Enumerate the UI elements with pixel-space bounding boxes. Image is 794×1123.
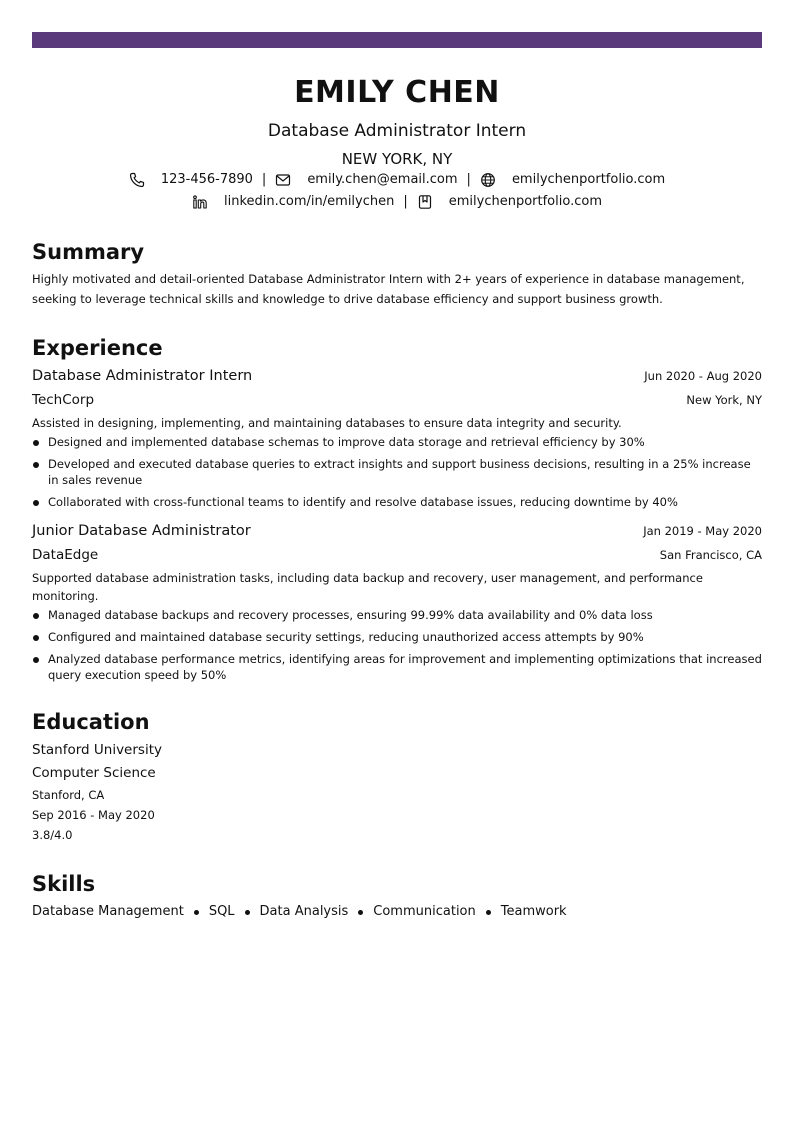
phone-number[interactable]: 123-456-7890 xyxy=(160,172,253,187)
job-location: San Francisco, CA xyxy=(659,548,762,562)
phone-contact xyxy=(129,169,253,191)
candidate-location: NEW YORK, NY xyxy=(341,150,453,168)
resume-page xyxy=(32,32,762,923)
bullet-dot-icon xyxy=(33,635,39,641)
bullet-dot-icon xyxy=(33,657,39,663)
job-bullet xyxy=(32,494,762,510)
skill-item: Data Analysis xyxy=(259,904,349,919)
website-contact xyxy=(480,169,665,191)
email-contact xyxy=(275,169,457,191)
experience-heading: Experience xyxy=(32,336,163,360)
job-bullet xyxy=(32,607,762,623)
job-dates: Jun 2020 - Aug 2020 xyxy=(644,369,762,383)
job-bullet xyxy=(32,651,762,683)
bullet-dot-icon xyxy=(33,613,39,619)
skills-heading: Skills xyxy=(32,872,96,896)
job-company: DataEdge xyxy=(32,547,99,563)
job-title: Junior Database Administrator xyxy=(32,523,251,539)
job-description: Supported database administration tasks, including data backup and recovery, user management, and performance monitoring. xyxy=(32,571,703,603)
summary-section xyxy=(32,239,762,309)
bookmark-icon xyxy=(417,194,433,210)
skill-separator-icon xyxy=(486,910,491,915)
job-bullet-text: Managed database backups and recovery processes, ensuring 99.99% data availability and 0% data loss xyxy=(48,608,653,622)
contact-row-secondary xyxy=(32,191,762,213)
job-bullet xyxy=(32,456,762,488)
skills-section xyxy=(32,871,762,923)
education-section xyxy=(32,709,762,845)
job-bullet-text: Configured and maintained database security settings, reducing unauthorized access attempts by 90% xyxy=(48,630,644,644)
phone-icon xyxy=(129,172,145,188)
education-school: Stanford University xyxy=(32,742,162,758)
skills-list xyxy=(32,901,762,923)
envelope-icon xyxy=(275,172,291,188)
job-location: New York, NY xyxy=(686,393,762,407)
job-entry xyxy=(32,365,762,510)
education-location: Stanford, CA xyxy=(32,788,105,802)
bullet-dot-icon xyxy=(33,462,39,468)
contact-separator: | xyxy=(261,172,267,187)
website-link[interactable]: emilychenportfolio.com xyxy=(511,172,666,187)
email-address[interactable]: emily.chen@email.com xyxy=(307,172,458,187)
skill-item: Database Management xyxy=(32,904,184,919)
experience-section xyxy=(32,335,762,683)
skill-separator-icon xyxy=(245,910,250,915)
job-bullet-text: Collaborated with cross-functional teams to identify and resolve database issues, reducing downtime by 40% xyxy=(48,495,678,509)
job-bullet-text: Analyzed database performance metrics, identifying areas for improvement and implementing optimizations that increased query execution speed by 50% xyxy=(48,652,762,682)
skill-item: Communication xyxy=(373,904,476,919)
job-entry xyxy=(32,520,762,683)
job-bullet-text: Designed and implemented database schemas to improve data storage and retrieval efficiency by 30% xyxy=(48,435,645,449)
job-company: TechCorp xyxy=(32,392,95,408)
job-description: Assisted in designing, implementing, and maintaining databases to ensure data integrity and security. xyxy=(32,416,622,430)
summary-heading: Summary xyxy=(32,240,145,264)
job-bullet xyxy=(32,629,762,645)
portfolio-contact xyxy=(417,191,602,213)
candidate-title: Database Administrator Intern xyxy=(267,121,527,141)
job-dates: Jan 2019 - May 2020 xyxy=(643,524,762,538)
linkedin-link[interactable]: linkedin.com/in/emilychen xyxy=(224,194,395,209)
portfolio-link[interactable]: emilychenportfolio.com xyxy=(448,194,602,209)
linkedin-contact xyxy=(192,191,394,213)
skill-item: Teamwork xyxy=(500,904,567,919)
contact-separator: | xyxy=(403,194,408,209)
bullet-dot-icon xyxy=(33,500,39,506)
job-bullet xyxy=(32,434,762,450)
skill-separator-icon xyxy=(194,910,199,915)
job-title: Database Administrator Intern xyxy=(32,368,253,384)
contact-row-primary xyxy=(32,169,762,191)
job-bullet-text: Developed and executed database queries to extract insights and support business decisions, resulting in a 25% increase in sales revenue xyxy=(48,457,751,487)
accent-top-bar xyxy=(32,32,762,48)
education-heading: Education xyxy=(32,710,150,734)
resume-header xyxy=(32,75,762,213)
education-field: Computer Science xyxy=(32,765,156,781)
summary-text: Highly motivated and detail-oriented Database Administrator Intern with 2+ years of experience in database management, seeking to leverage technical skills and knowledge to drive database efficiency and support business growth. xyxy=(32,272,745,306)
linkedin-icon xyxy=(192,194,208,210)
job-bullet-list xyxy=(32,434,762,510)
skill-separator-icon xyxy=(358,910,363,915)
education-dates: Sep 2016 - May 2020 xyxy=(32,808,155,822)
contact-separator: | xyxy=(466,172,471,187)
bullet-dot-icon xyxy=(33,440,39,446)
globe-icon xyxy=(480,172,496,188)
skill-item: SQL xyxy=(208,904,235,919)
job-bullet-list xyxy=(32,607,762,683)
education-gpa: 3.8/4.0 xyxy=(32,828,73,842)
candidate-name: EMILY CHEN xyxy=(294,75,500,110)
